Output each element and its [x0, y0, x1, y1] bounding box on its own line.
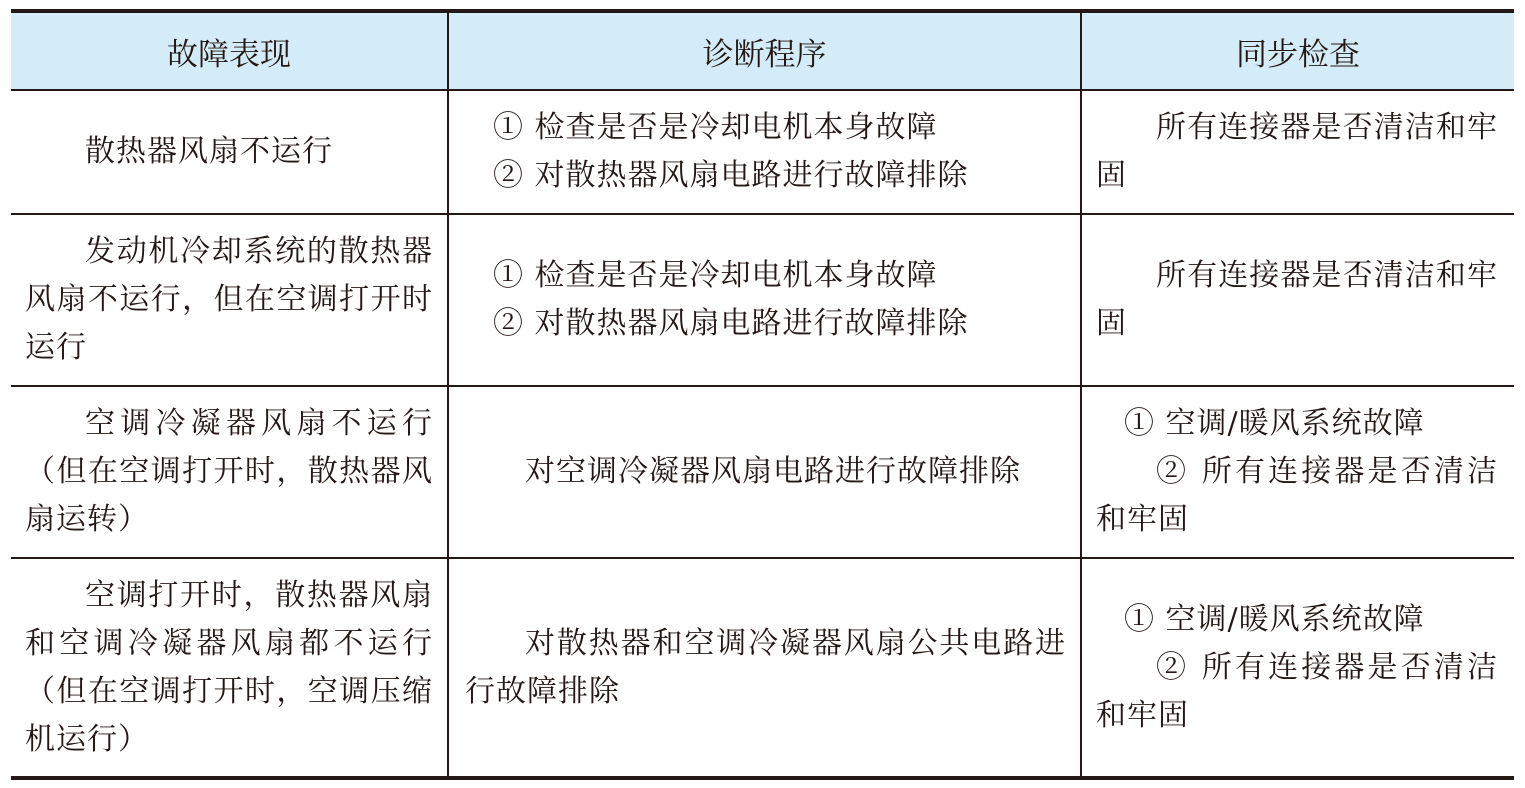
symptom-text: 散热器风扇不运行	[85, 134, 333, 169]
check-item: ① 空调/暖风系统故障	[1124, 601, 1425, 637]
check-cell	[1081, 214, 1514, 386]
check-item: ① 空调/暖风系统故障	[1124, 406, 1425, 441]
procedure-step: ② 对散热器风扇电路进行故障排除	[493, 306, 969, 341]
check-cell	[1081, 386, 1514, 558]
table-header-row	[11, 11, 1514, 90]
procedure-cell	[448, 90, 1081, 214]
header-check: 同步检查	[1081, 11, 1514, 90]
procedure-text: 对散热器和空调冷凝器风扇公共电路进行故障排除	[465, 625, 1066, 709]
procedure-cell	[448, 214, 1081, 386]
procedure-step: ① 检查是否是冷却电机本身故障	[493, 258, 938, 293]
table-row	[11, 558, 1514, 778]
symptom-text: 空调打开时，散热器风扇和空调冷凝器风扇都不运行（但在空调打开时，空调压缩机运行）	[25, 577, 433, 757]
procedure-step: ① 检查是否是冷却电机本身故障	[493, 110, 938, 145]
check-text: 所有连接器是否清洁和牢固	[1096, 110, 1498, 193]
symptom-text: 发动机冷却系统的散热器风扇不运行，但在空调打开时运行	[25, 234, 433, 365]
symptom-cell	[11, 558, 448, 778]
check-item: ② 所有连接器是否清洁和牢固	[1096, 649, 1498, 733]
header-procedure: 诊断程序	[448, 11, 1081, 90]
check-text: 所有连接器是否清洁和牢固	[1096, 258, 1498, 341]
diagnosis-table-container	[11, 9, 1514, 780]
check-cell	[1081, 558, 1514, 778]
procedure-cell	[448, 386, 1081, 558]
table-row	[11, 386, 1514, 558]
check-cell	[1081, 90, 1514, 214]
table-row	[11, 90, 1514, 214]
check-item: ② 所有连接器是否清洁和牢固	[1096, 454, 1498, 537]
diagnosis-table	[11, 9, 1514, 780]
symptom-cell	[11, 386, 448, 558]
procedure-text: 对空调冷凝器风扇电路进行故障排除	[525, 454, 1021, 489]
procedure-cell	[448, 558, 1081, 778]
symptom-cell	[11, 214, 448, 386]
table-row	[11, 214, 1514, 386]
symptom-text: 空调冷凝器风扇不运行（但在空调打开时，散热器风扇运转）	[25, 406, 433, 537]
header-symptom: 故障表现	[11, 11, 448, 90]
symptom-cell	[11, 90, 448, 214]
procedure-step: ② 对散热器风扇电路进行故障排除	[493, 158, 969, 193]
